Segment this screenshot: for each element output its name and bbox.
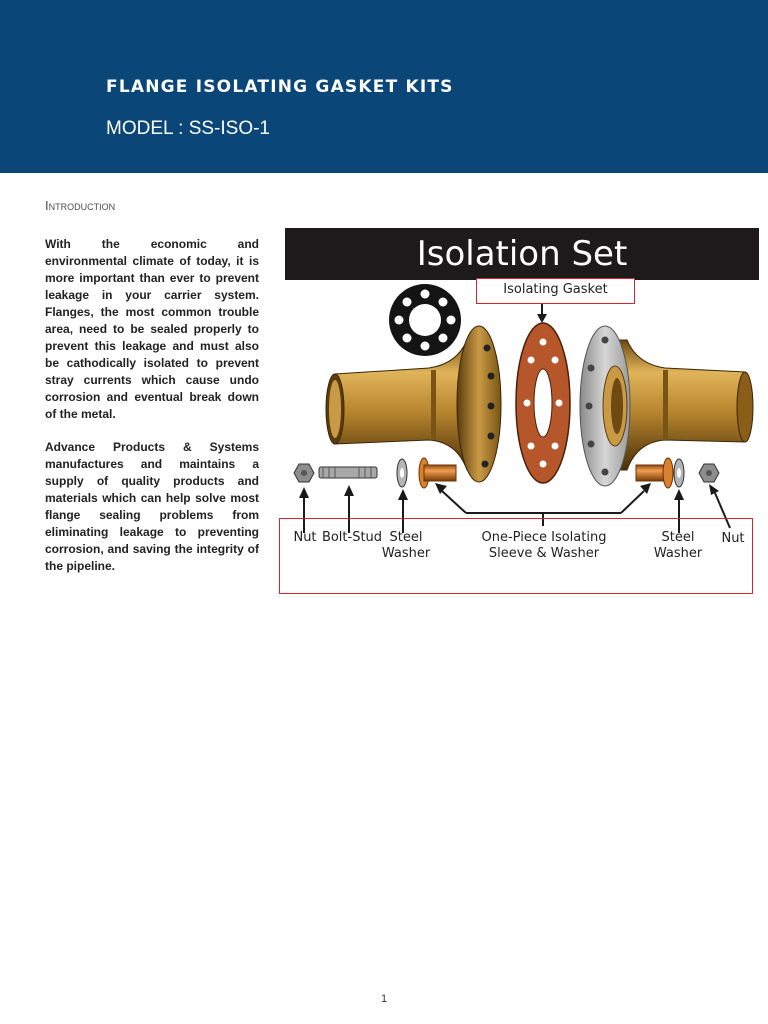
figure-title: Isolation Set xyxy=(416,234,628,274)
isolation-set-figure xyxy=(279,228,761,598)
sleeve-washer-label xyxy=(479,530,609,562)
isolating-gasket-callout xyxy=(476,278,635,304)
black-gasket-icon xyxy=(389,284,461,356)
right-isolating-sleeve-icon xyxy=(636,458,673,488)
intro-paragraph-1: With the economic and environmental climate of today, it is more important than ever to prevent leakage in your carrier system. Flanges, the most common trouble area, need to be sealed properly to prevent this leakage and must also be cathodically isolated to prevent stray currents which cause undo corrosion and eventual break down of the metal. xyxy=(45,237,259,421)
sleeve-washer-line-1: One-Piece Isolating xyxy=(481,530,607,545)
bolt-stud-icon xyxy=(319,467,377,478)
nut-left-label: Nut xyxy=(293,530,317,545)
isolating-gasket-label: Isolating Gasket xyxy=(503,282,608,297)
page-title: FLANGE ISOLATING GASKET KITS xyxy=(106,77,454,97)
section-heading-introduction: Introduction xyxy=(45,198,116,213)
steel-washer-right-label xyxy=(649,530,707,562)
left-nut-icon xyxy=(294,464,314,482)
intro-text xyxy=(45,236,259,591)
bolt-stud-label: Bolt-Stud xyxy=(321,530,383,545)
left-steel-washer-icon xyxy=(397,459,407,487)
page-number: 1 xyxy=(380,993,388,1005)
steel-washer-right-line-1: Steel xyxy=(661,530,695,545)
nut-right-label: Nut xyxy=(721,531,745,546)
steel-washer-left-line-2: Washer xyxy=(381,546,431,561)
intro-paragraph-2: Advance Products & Systems manufactures and maintains a supply of quality products and materials which can help solve most flange sealing problems from eliminating leakage to preventing corrosion, and saving the integrity of the pipeline. xyxy=(45,440,259,573)
left-isolating-sleeve-icon xyxy=(419,458,456,488)
right-steel-washer-icon xyxy=(674,459,684,487)
isolating-gasket-icon xyxy=(516,323,570,483)
sleeve-washer-line-2: Sleeve & Washer xyxy=(488,546,600,561)
steel-washer-right-line-2: Washer xyxy=(653,546,703,561)
right-nut-icon xyxy=(699,464,719,482)
model-number: MODEL : SS-ISO-1 xyxy=(106,118,270,139)
header-banner xyxy=(0,0,768,173)
steel-washer-left-label xyxy=(377,530,435,562)
steel-washer-left-line-1: Steel xyxy=(389,530,423,545)
